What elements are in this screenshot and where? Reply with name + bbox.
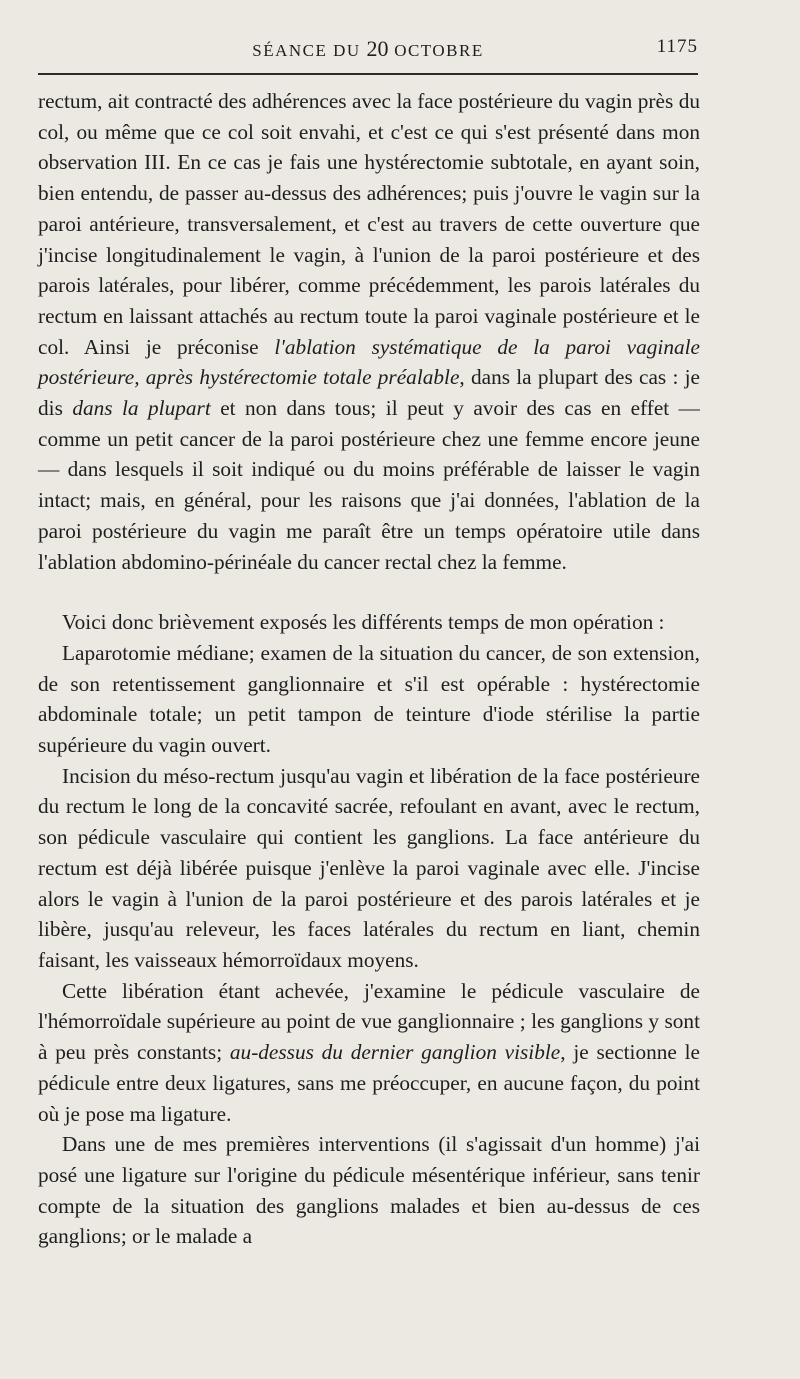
paragraph-6: Dans une de mes premières interventions (il s'agissait d'un homme) j'ai posé une ligature sur l'origine du pédicule mésentérique inférieur, sans tenir compte de la situation des ganglions malades et bien au-dessus de ces ganglions; or le malade a <box>38 1132 700 1249</box>
paragraph-1-italic-b: dans la plupart <box>72 396 211 421</box>
body-text <box>38 86 700 1252</box>
paragraph-5-text-a: Cette libération étant achevée, j'examine le pédicule vasculaire de l'hémorroïdale supérieure au point de vue ganglionnaire ; les ganglions y sont à peu près constants; <box>38 978 700 1065</box>
paragraph-1-text-b: , dans la plupart des cas : je dis <box>38 365 700 421</box>
running-title-end: OCTOBRE <box>388 41 484 60</box>
paragraph-2: Voici donc brièvement exposés les différents temps de mon opération : <box>62 610 665 635</box>
running-title-start: SÉANCE DU <box>252 41 367 60</box>
running-title-date: 20 <box>366 36 389 61</box>
paragraph-5-italic: au-dessus du dernier ganglion visible <box>229 1040 561 1065</box>
paragraph-1-italic-a: l'ablation systématique de la paroi vaginale postérieure, après hystérectomie totale préalable <box>38 334 700 390</box>
paragraph-5 <box>38 976 700 1130</box>
paragraph-1-text-c: et non dans tous; il peut y avoir des cas en effet — comme un petit cancer de la paroi postérieure chez une femme encore jeune — dans lesquels il soit indiqué ou du moins préférable de laisser le vagin intact; mais, en général, pour les raisons que j'ai données, l'ablation de la paroi postérieure du vagin me paraît être un temps opératoire utile dans l'ablation abdomino-périnéale du cancer rectal chez la femme. <box>38 396 700 574</box>
page-number: 1175 <box>656 36 698 57</box>
page-header <box>38 36 698 60</box>
header-rule <box>38 73 698 75</box>
paragraph-3: Laparotomie médiane; examen de la situation du cancer, de son extension, de son retentissement ganglionnaire et s'il est opérable : hystérectomie abdominale totale; un petit tampon de teinture d'iode stérilise la partie supérieure du vagin ouvert. <box>38 640 700 758</box>
paragraph-1 <box>38 86 700 577</box>
paragraph-4: Incision du méso-rectum jusqu'au vagin et libération de la face postérieure du rectum le long de la concavité sacrée, refoulant en avant, avec le rectum, son pédicule vasculaire qui contient les ganglions. La face antérieure du rectum est déjà libérée puisque j'enlève la paroi vaginale avec elle. J'incise alors le vagin à l'union de la paroi postérieure et des parois latérales et je libère, jusqu'au releveur, les faces latérales du rectum en liant, chemin faisant, les vaisseaux hémorroïdaux moyens. <box>38 763 700 972</box>
paragraph-1-text-a: rectum, ait contracté des adhérences avec la face postérieure du vagin près du col, ou même que ce col soit envahi, et c'est ce qui s'est présenté dans mon observation III. En ce cas je fais une hystérectomie subtotale, en ayant soin, bien entendu, de passer au-dessus des adhérences; puis j'ouvre le vagin sur la paroi antérieure, transversalement, et c'est au travers de cette ouverture que j'incise longitudinalement le vagin, à l'union de la paroi postérieure et des parois latérales, pour libérer, comme précédemment, les parois latérales du rectum en laissant attachés au rectum toute la paroi vaginale postérieure et le col. Ainsi je préconise <box>38 89 700 359</box>
paragraph-5-text-b: , je sectionne le pédicule entre deux ligatures, sans me préoccuper, en aucune façon, du point où je pose ma ligature. <box>38 1040 700 1126</box>
running-title <box>38 36 698 62</box>
